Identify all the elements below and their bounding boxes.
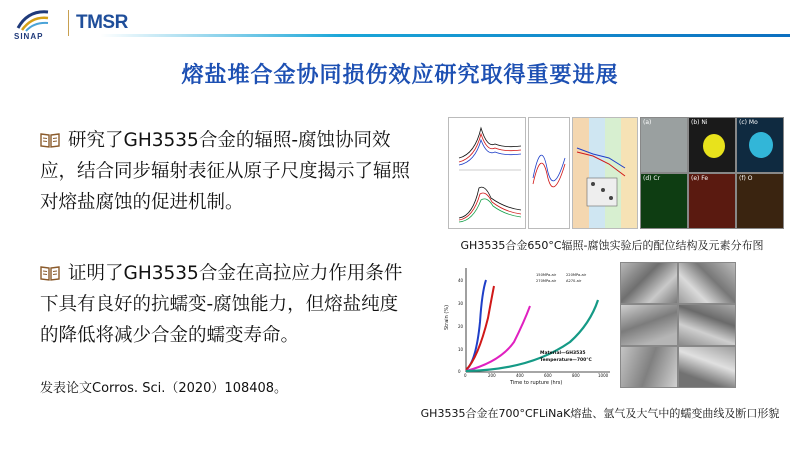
paragraph-1-text: 研究了GH3535合金的辐照-腐蚀协同效应，结合同步辐射表征从原子尺度揭示了辐照对熔盐腐蚀的促进机制。 <box>40 130 411 213</box>
legend-4: A270-air <box>566 279 582 283</box>
page-title: 熔盐堆合金协同损伤效应研究取得重要进展 <box>181 63 619 88</box>
figure-2 <box>440 262 790 387</box>
coordination-plot <box>572 117 638 229</box>
y-tick-0: 0 <box>458 369 461 374</box>
fit-plot <box>528 117 570 229</box>
fracture-image-3 <box>620 304 678 346</box>
annotation-material: Material—GH3535 <box>540 351 586 356</box>
x-tick-400: 400 <box>516 373 524 378</box>
paragraph-1 <box>40 125 412 218</box>
figure-1 <box>448 117 784 229</box>
fracture-image-1 <box>620 262 678 304</box>
x-tick-1000: 1000 <box>598 373 609 378</box>
creep-chart <box>440 262 616 387</box>
fracture-image-6 <box>678 346 736 388</box>
figure-2-caption: GH3535合金在700°CFLiNaK熔盐、氩气及大气中的蠕变曲线及断口形貌 <box>420 407 780 420</box>
y-tick-10: 10 <box>458 347 464 352</box>
x-axis-label: Time to rupture (hrs) <box>510 380 563 386</box>
map-fe: (e) Fe <box>688 173 736 229</box>
header-divider <box>100 34 790 37</box>
map-mo: (c) Mo <box>736 117 784 173</box>
legend-3: 220MPa-air <box>566 273 587 277</box>
sinap-logo <box>12 6 70 42</box>
x-tick-0: 0 <box>464 373 467 378</box>
sinap-logo-icon <box>16 8 50 32</box>
legend-1: 150MPa-air <box>536 273 557 277</box>
x-tick-800: 800 <box>572 373 580 378</box>
map-cr: (d) Cr <box>640 173 688 229</box>
book-icon <box>40 265 60 281</box>
sinap-logo-text: SINAP <box>14 32 44 41</box>
logo-divider <box>68 10 69 36</box>
y-tick-20: 20 <box>458 324 464 329</box>
tmsr-logo-text: TMSR <box>76 12 128 33</box>
figure-1-caption: GH3535合金650°C辐照-腐蚀实验后的配位结构及元素分布图 <box>460 239 764 252</box>
annotation-temperature: Temperature—700°C <box>540 358 592 363</box>
y-tick-30: 30 <box>458 301 464 306</box>
map-a: (a) <box>640 117 688 173</box>
fracture-image-5 <box>620 346 678 388</box>
map-ni: (b) Ni <box>688 117 736 173</box>
paragraph-2-text: 证明了GH3535合金在高拉应力作用条件下具有良好的抗蠕变-腐蚀能力，但熔盐纯度的降低将减少合金的蠕变寿命。 <box>40 263 403 346</box>
map-o: (f) O <box>736 173 784 229</box>
x-tick-600: 600 <box>544 373 552 378</box>
fracture-image-4 <box>678 304 736 346</box>
y-axis-label: Strain (%) <box>444 304 450 330</box>
y-tick-40: 40 <box>458 278 464 283</box>
fracture-image-2 <box>678 262 736 304</box>
x-tick-200: 200 <box>488 373 496 378</box>
spectra-plot <box>448 117 526 229</box>
publication-note: 发表论文Corros. Sci.（2020）108408。 <box>40 381 288 396</box>
tmsr-logo <box>76 10 132 36</box>
book-icon <box>40 132 60 148</box>
legend-2: 270MPa-air <box>536 279 557 283</box>
paragraph-2 <box>40 258 412 351</box>
